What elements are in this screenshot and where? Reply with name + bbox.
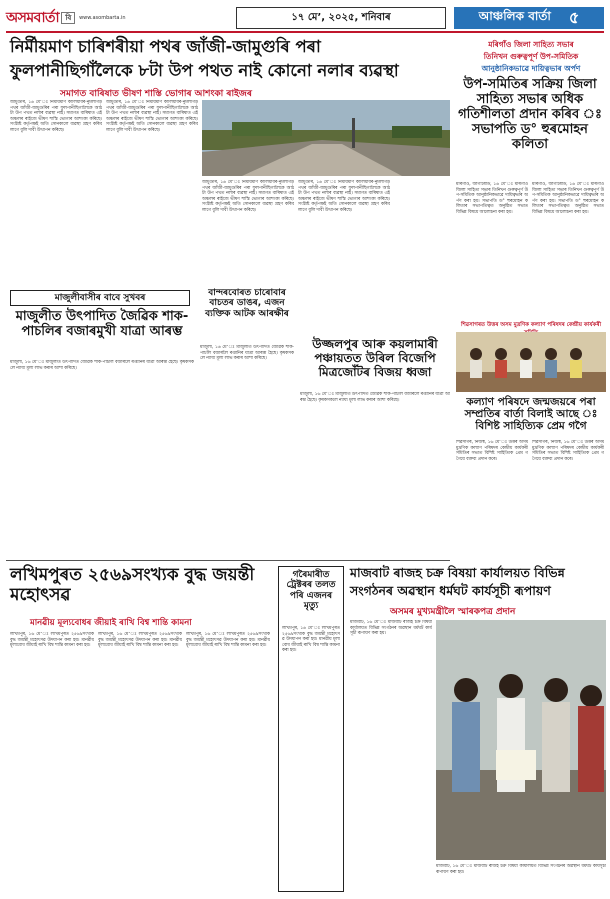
majbat-protest-photo: [436, 620, 606, 860]
small-mid-body: মাজুলী, ১৬ মে’ঃ মাজুলীত উৎপাদিত জৈৱিক শাক-পাচলি বজাৰলৈ ৰপ্তানিৰ যাত্ৰা আৰম্ভ হৈছে। কৃষকসকলে ন্যায্য মূল্য লাভ কৰাৰ আশা কৰিছে।: [200, 345, 294, 362]
udalguri-headline: উজ্জলপুৰ আৰু কয়লামাৰী পঞ্চায়তত উৰিল বিজেপি মিত্ৰজোঁটৰ বিজয় ধ্বজা: [312, 337, 438, 379]
majbat-subhead: অসমৰ মুখ্যমন্ত্ৰীলৈ স্মাৰকপত্ৰ প্ৰদান: [390, 607, 516, 617]
buddha-body-3: লখিমপুৰ, ১৬ মে’ঃ লখিমপুৰত ২৫৬৯সংখ্যক বুদ্ধ জয়ন্তী মহোৎসৱ উদযাপন কৰা হয়। মানৱীয় মূল্যবোধ জীয়াই ৰাখি বিশ্ব শান্তি কামনা কৰা হয়।: [186, 632, 270, 649]
kicker-line-3: আনুষ্ঠানিকভাৱে দায়িত্বভাৰ অৰ্পণ: [481, 64, 581, 73]
newspaper-logo: অসমবাৰ্তা বি: [6, 6, 75, 30]
tractor-body: লখিমপুৰ, ১৬ মে’ঃ লখিমপুৰত ২৫৬৯সংখ্যক বুদ্ধ জয়ন্তী মহোৎসৱ উদযাপন কৰা হয়। মানৱীয় মূল্যবোধ জীয়াই ৰাখি বিশ্ব শান্তি কামনা কৰা হয়।: [282, 626, 340, 654]
website-url: www.asombarta.in: [79, 15, 126, 21]
lead-body-col-3: জামুগুৰি, ১৬ মে’ঃ নিৰ্মীয়মাণ কালিয়াবৰ-নুমলীগড় পথৰ জাঁজী-জামুগুৰিৰ পৰা ফুলপানীছিগালৈকে আঠটা উপ পথত নলাৰ ব্যৱস্থা নাই। সমাগত বাৰিষাত এই অঞ্চলৰ ৰাইজে ভীষণ শাস্তি ভোগাৰ আশংকা কৰিছে। সংশ্লিষ্ট কৰ্তৃপক্ষই অতি সোনকালে ব্যৱস্থা গ্ৰহণ কৰিব লাগে বুলি দাবী উত্থাপন কৰিছে।: [202, 180, 294, 213]
majuli-kicker: মাজুলীবাসীৰ বাবে সুখবৰ: [54, 293, 146, 303]
lead-body-col-4: জামুগুৰি, ১৬ মে’ঃ নিৰ্মীয়মাণ কালিয়াবৰ-নুমলীগড় পথৰ জাঁজী-জামুগুৰিৰ পৰা ফুলপানীছিগালৈকে আঠটা উপ পথত নলাৰ ব্যৱস্থা নাই। সমাগত বাৰিষাত এই অঞ্চলৰ ৰাইজে ভীষণ শাস্তি ভোগাৰ আশংকা কৰিছে। সংশ্লিষ্ট কৰ্তৃপক্ষই অতি সোনকালে ব্যৱস্থা গ্ৰহণ কৰিব লাগে বুলি দাবী উত্থাপন কৰিছে।: [298, 180, 390, 213]
buddha-body-1: লখিমপুৰ, ১৬ মে’ঃ লখিমপুৰত ২৫৬৯সংখ্যক বুদ্ধ জয়ন্তী মহোৎসৱ উদযাপন কৰা হয়। মানৱীয় মূল্যবোধ জীয়াই ৰাখি বিশ্ব শান্তি কামনা কৰা হয়।: [10, 632, 94, 649]
kalyan-group-photo: [456, 332, 606, 392]
lead-body-col-1: জামুগুৰি, ১৬ মে’ঃ নিৰ্মীয়মাণ কালিয়াবৰ-নুমলীগড় পথৰ জাঁজী-জামুগুৰিৰ পৰা ফুলপানীছিগালৈকে আঠটা উপ পথত নলাৰ ব্যৱস্থা নাই। সমাগত বাৰিষাত এই অঞ্চলৰ ৰাইজে ভীষণ শাস্তি ভোগাৰ আশংকা কৰিছে। সংশ্লিষ্ট কৰ্তৃপক্ষই অতি সোনকালে ব্যৱস্থা গ্ৰহণ কৰিব লাগে বুলি দাবী উত্থাপন কৰিছে।: [10, 100, 102, 133]
majuli-kicker-box: [10, 290, 190, 306]
lead-road-photo: [202, 100, 450, 176]
buddha-headline: লখিমপুৰত ২৫৬৯সংখ্যক বুদ্ধ জয়ন্তী মহোৎসৱ: [10, 565, 255, 605]
majbat-body: মাজবাট, ১৬ মে’ঃ মাজবাট ৰাজহ চক্ৰ বিষয়া কাৰ্যালয়ত বিভিন্ন সংগঠনৰ অৱস্থান ধৰ্মঘট কাৰ্যসূচী ৰূপায়ণ কৰা হয়।: [350, 620, 432, 637]
story-right-top-headline: উপ-সমিতিৰ সক্ৰিয় জিলা সাহিত্য সভাৰ অধিক গতিশীলতা প্ৰদান কৰিব ঃ সভাপতি ড° হুৰমোহন কলিতা: [458, 77, 602, 152]
kalyan-body-1: শিৱসাগৰ, নিজস্ব, ১৬ মে’ঃ উত্তৰ অসম মুদ্ৰণিক কল্যাণ পৰিষদৰ কেন্দ্ৰীয় কাৰ্যকৰী সমিতিৰ সভাত বিশিষ্ট সাহিত্যিক প্ৰেম গগৈয়ে বক্তব্য প্ৰদান কৰে।: [456, 440, 528, 462]
buddha-subhead: মানৱীয় মূল্যবোধৰ জীয়াই ৰাখি বিশ্ব শান্তি কামনা: [30, 618, 192, 628]
majuli-body: মাজুলী, ১৬ মে’ঃ মাজুলীত উৎপাদিত জৈৱিক শাক-পাচলি বজাৰলৈ ৰপ্তানিৰ যাত্ৰা আৰম্ভ হৈছে। কৃষকসকলে ন্যায্য মূল্য লাভ কৰাৰ আশা কৰিছে।: [10, 360, 194, 371]
section-banner: [454, 7, 604, 29]
small-mid-headline: বান্দৰবোৰত চাৰোবাৰ বাচতৰ ডাঙৰ, এজন ব্যক্তিক আটক আৰক্ষীৰ: [205, 288, 289, 319]
kicker-line-1: মৰিগাঁও জিলা সাহিত্য সভাৰ: [488, 40, 574, 49]
majuli-headline: মাজুলীত উৎপাদিত জৈৱিক শাক-পাচলিৰ বজাৰমুখী যাত্ৰা আৰম্ভ: [15, 309, 189, 339]
date-line: ১৭ মে’, ২০২৫, শনিবাৰ: [236, 7, 446, 29]
kalyan-body-2: শিৱসাগৰ, নিজস্ব, ১৬ মে’ঃ উত্তৰ অসম মুদ্ৰণিক কল্যাণ পৰিষদৰ কেন্দ্ৰীয় কাৰ্যকৰী সমিতিৰ সভাত বিশিষ্ট সাহিত্যিক প্ৰেম গগৈয়ে বক্তব্য প্ৰদান কৰে।: [532, 440, 604, 462]
lead-subhead: সমাগত বাৰিষাত ভীষণ শাস্তি ভোগাৰ আশংকা ৰাইজৰ: [60, 89, 252, 99]
section-divider: [6, 560, 450, 561]
majbat-headline-2: সংগঠনৰ অৱস্থান ধৰ্মঘট কাৰ্যসূচী ৰূপায়ণ: [350, 583, 551, 598]
kalyan-headline: কল্যাণ পৰিষদে জন্মজয়ৰে পৰা সম্প্ৰতিৰ বাৰ্তা বিলাই আছে ঃ বিশিষ্ট সাহিত্যিক প্ৰেম গগৈ: [464, 396, 598, 433]
lead-headline-2: ফুলপানীছিগাঁলৈকে ৮টা উপ পথত নাই কোনো নলাৰ ব্যৱস্থা: [10, 61, 399, 80]
majbat-headline-1: মাজবাট ৰাজহ চক্ৰ বিষয়া কাৰ্যালয়ত বিভিন্ন: [350, 565, 565, 580]
story-right-top-body-1: মৰিগাঁও, জাগীৰোড, ১৬ মে’ঃ মৰিগাঁও জিলা সাহিত্য সভাৰ তিনিখন গুৰুত্বপূৰ্ণ উপ-সমিতিক আনুষ্ঠানিকভাৱে দায়িত্বভাৰ অৰ্পণ কৰা হয়। সভাপতি ড° হুৰমোহন কলিতাৰ সভাপতিত্বত অনুষ্ঠিত সভাত বিভিন্ন বিষয়ে আলোচনা কৰা হয়।: [456, 182, 528, 215]
kalyan-kicker: শিৱসাগৰত উত্তৰ অসম মুদ্ৰণিক কল্যাণ পৰিষদৰ কেন্দ্ৰীয় কাৰ্যকৰী: [460, 322, 602, 328]
top-rule: [6, 31, 604, 33]
lead-headline-1: নিৰ্মীয়মাণ চাৰিশৰীয়া পথৰ জাঁজী-জামুগুৰি পৰা: [10, 37, 321, 56]
section-label: আঞ্চলিক বাৰ্তা: [478, 9, 551, 23]
page-number: ৫: [568, 7, 580, 27]
masthead: [6, 6, 604, 30]
buddha-body-2: লখিমপুৰ, ১৬ মে’ঃ লখিমপুৰত ২৫৬৯সংখ্যক বুদ্ধ জয়ন্তী মহোৎসৱ উদযাপন কৰা হয়। মানৱীয় মূল্যবোধ জীয়াই ৰাখি বিশ্ব শান্তি কামনা কৰা হয়।: [98, 632, 182, 649]
majbat-caption: মাজবাট, ১৬ মে’ঃ মাজবাট ৰাজহ চক্ৰ বিষয়া কাৰ্যালয়ত বিভিন্ন সংগঠনৰ অৱস্থান ধৰ্মঘট কাৰ্যসূচী ৰূপায়ণ কৰা হয়।: [436, 864, 606, 875]
tractor-headline: গৰৈমাৰীত ট্ৰেক্টৰৰ তলত পৰি এজনৰ মৃত্যু: [286, 570, 336, 612]
lead-body-col-2: জামুগুৰি, ১৬ মে’ঃ নিৰ্মীয়মাণ কালিয়াবৰ-নুমলীগড় পথৰ জাঁজী-জামুগুৰিৰ পৰা ফুলপানীছিগালৈকে আঠটা উপ পথত নলাৰ ব্যৱস্থা নাই। সমাগত বাৰিষাত এই অঞ্চলৰ ৰাইজে ভীষণ শাস্তি ভোগাৰ আশংকা কৰিছে। সংশ্লিষ্ট কৰ্তৃপক্ষই অতি সোনকালে ব্যৱস্থা গ্ৰহণ কৰিব লাগে বুলি দাবী উত্থাপন কৰিছে।: [106, 100, 198, 133]
udalguri-body: মাজুলী, ১৬ মে’ঃ মাজুলীত উৎপাদিত জৈৱিক শাক-পাচলি বজাৰলৈ ৰপ্তানিৰ যাত্ৰা আৰম্ভ হৈছে। কৃষকসকলে ন্যায্য মূল্য লাভ কৰাৰ আশা কৰিছে।: [300, 392, 450, 403]
logo-badge: বি: [61, 12, 75, 24]
kicker-line-2: তিনিখন গুৰুত্বপূৰ্ণ উপ-সমিতিক: [483, 52, 579, 61]
story-right-top-kicker: [456, 40, 606, 76]
story-right-top-body-2: মৰিগাঁও, জাগীৰোড, ১৬ মে’ঃ মৰিগাঁও জিলা সাহিত্য সভাৰ তিনিখন গুৰুত্বপূৰ্ণ উপ-সমিতিক আনুষ্ঠানিকভাৱে দায়িত্বভাৰ অৰ্পণ কৰা হয়। সভাপতি ড° হুৰমোহন কলিতাৰ সভাপতিত্বত অনুষ্ঠিত সভাত বিভিন্ন বিষয়ে আলোচনা কৰা হয়।: [532, 182, 604, 215]
